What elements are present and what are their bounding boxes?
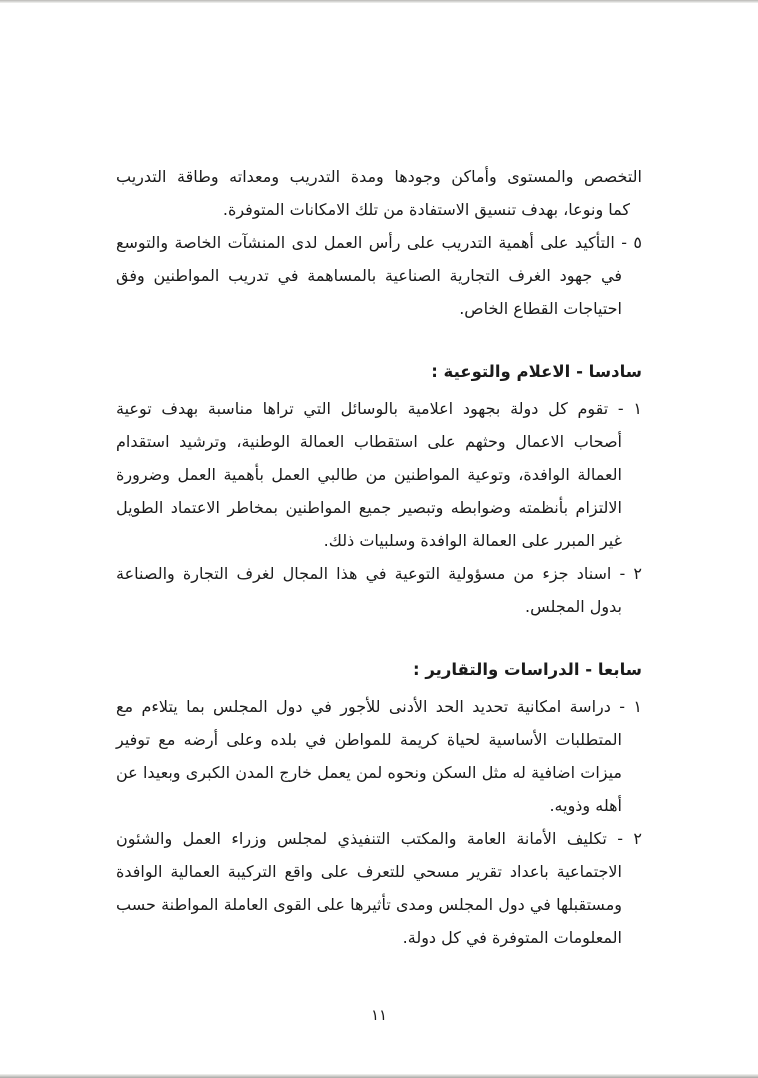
text-line: ٢ - اسناد جزء من مسؤولية التوعية في هذا المجال لغرف التجارة والصناعة (116, 564, 642, 583)
list-item-2-studies (116, 822, 642, 954)
list-item-1-media (116, 392, 642, 557)
section-heading-media: سادسا - الاعلام والتوعية : (431, 362, 642, 381)
text-line: بدول المجلس. (525, 597, 622, 616)
section-heading-studies: سابعا - الدراسات والتقارير : (413, 660, 642, 679)
text-line: احتياجات القطاع الخاص. (459, 299, 622, 318)
scan-edge-top (0, 0, 758, 3)
list-item-2-media (116, 557, 642, 623)
text-line: غير المبرر على العمالة الوافدة وسلبيات ذلك. (323, 531, 622, 550)
text-line: أصحاب الاعمال وحثهم على استقطاب العمالة الوطنية، وترشيد استقدام (116, 432, 622, 451)
text-line: الاجتماعية باعداد تقرير مسحي للتعرف على واقع التركيبة العمالية الوافدة (116, 862, 622, 881)
page-number: ١١ (370, 1006, 388, 1024)
text-line: ميزات اضافية له مثل السكن ونحوه لمن يعمل خارج المدن الكبرى وبعيدا عن (116, 763, 622, 782)
text-line: ١ - دراسة امكانية تحديد الحد الأدنى للأجور في دول المجلس بما يتلاءم مع (116, 697, 642, 716)
list-item-5-training (116, 226, 642, 325)
text-line: ٥ - التأكيد على أهمية التدريب على رأس العمل لدى المنشآت الخاصة والتوسع (116, 233, 642, 252)
text-line: العمالة الوافدة، وتوعية المواطنين من طالبي العمل بأهمية العمل وضرورة (116, 465, 622, 484)
text-line: في جهود الغرف التجارية الصناعية بالمساهمة في تدريب المواطنين وفق (116, 266, 622, 285)
text-line: ١ - تقوم كل دولة بجهود اعلامية بالوسائل التي تراها مناسبة بهدف توعية (116, 399, 642, 418)
text-line: التخصص والمستوى وأماكن وجودها ومدة التدريب ومعداته وطاقة التدريب (116, 167, 642, 186)
text-line: ومستقبلها في دول المجلس ومدى تأثيرها على القوى العاملة المواطنة حسب (116, 895, 622, 914)
list-item-1-studies (116, 690, 642, 822)
text-line: كما ونوعا، بهدف تنسيق الاستفادة من تلك الامكانات المتوفرة. (222, 200, 630, 219)
text-line: الالتزام بأنظمته وضوابطه وتبصير جميع المواطنين بمخاطر الاعتماد الطويل (116, 498, 622, 517)
page-content (116, 160, 642, 954)
scan-edge-bottom (0, 1074, 758, 1078)
text-line: المتطلبات الأساسية لحياة كريمة للمواطن في بلده وعلى أرضه مع توفير (116, 730, 622, 749)
text-line: أهله وذويه. (549, 796, 622, 815)
text-line: ٢ - تكليف الأمانة العامة والمكتب التنفيذي لمجلس وزراء العمل والشئون (116, 829, 642, 848)
paragraph-training-continuation (116, 160, 642, 226)
text-line: المعلومات المتوفرة في كل دولة. (402, 928, 622, 947)
